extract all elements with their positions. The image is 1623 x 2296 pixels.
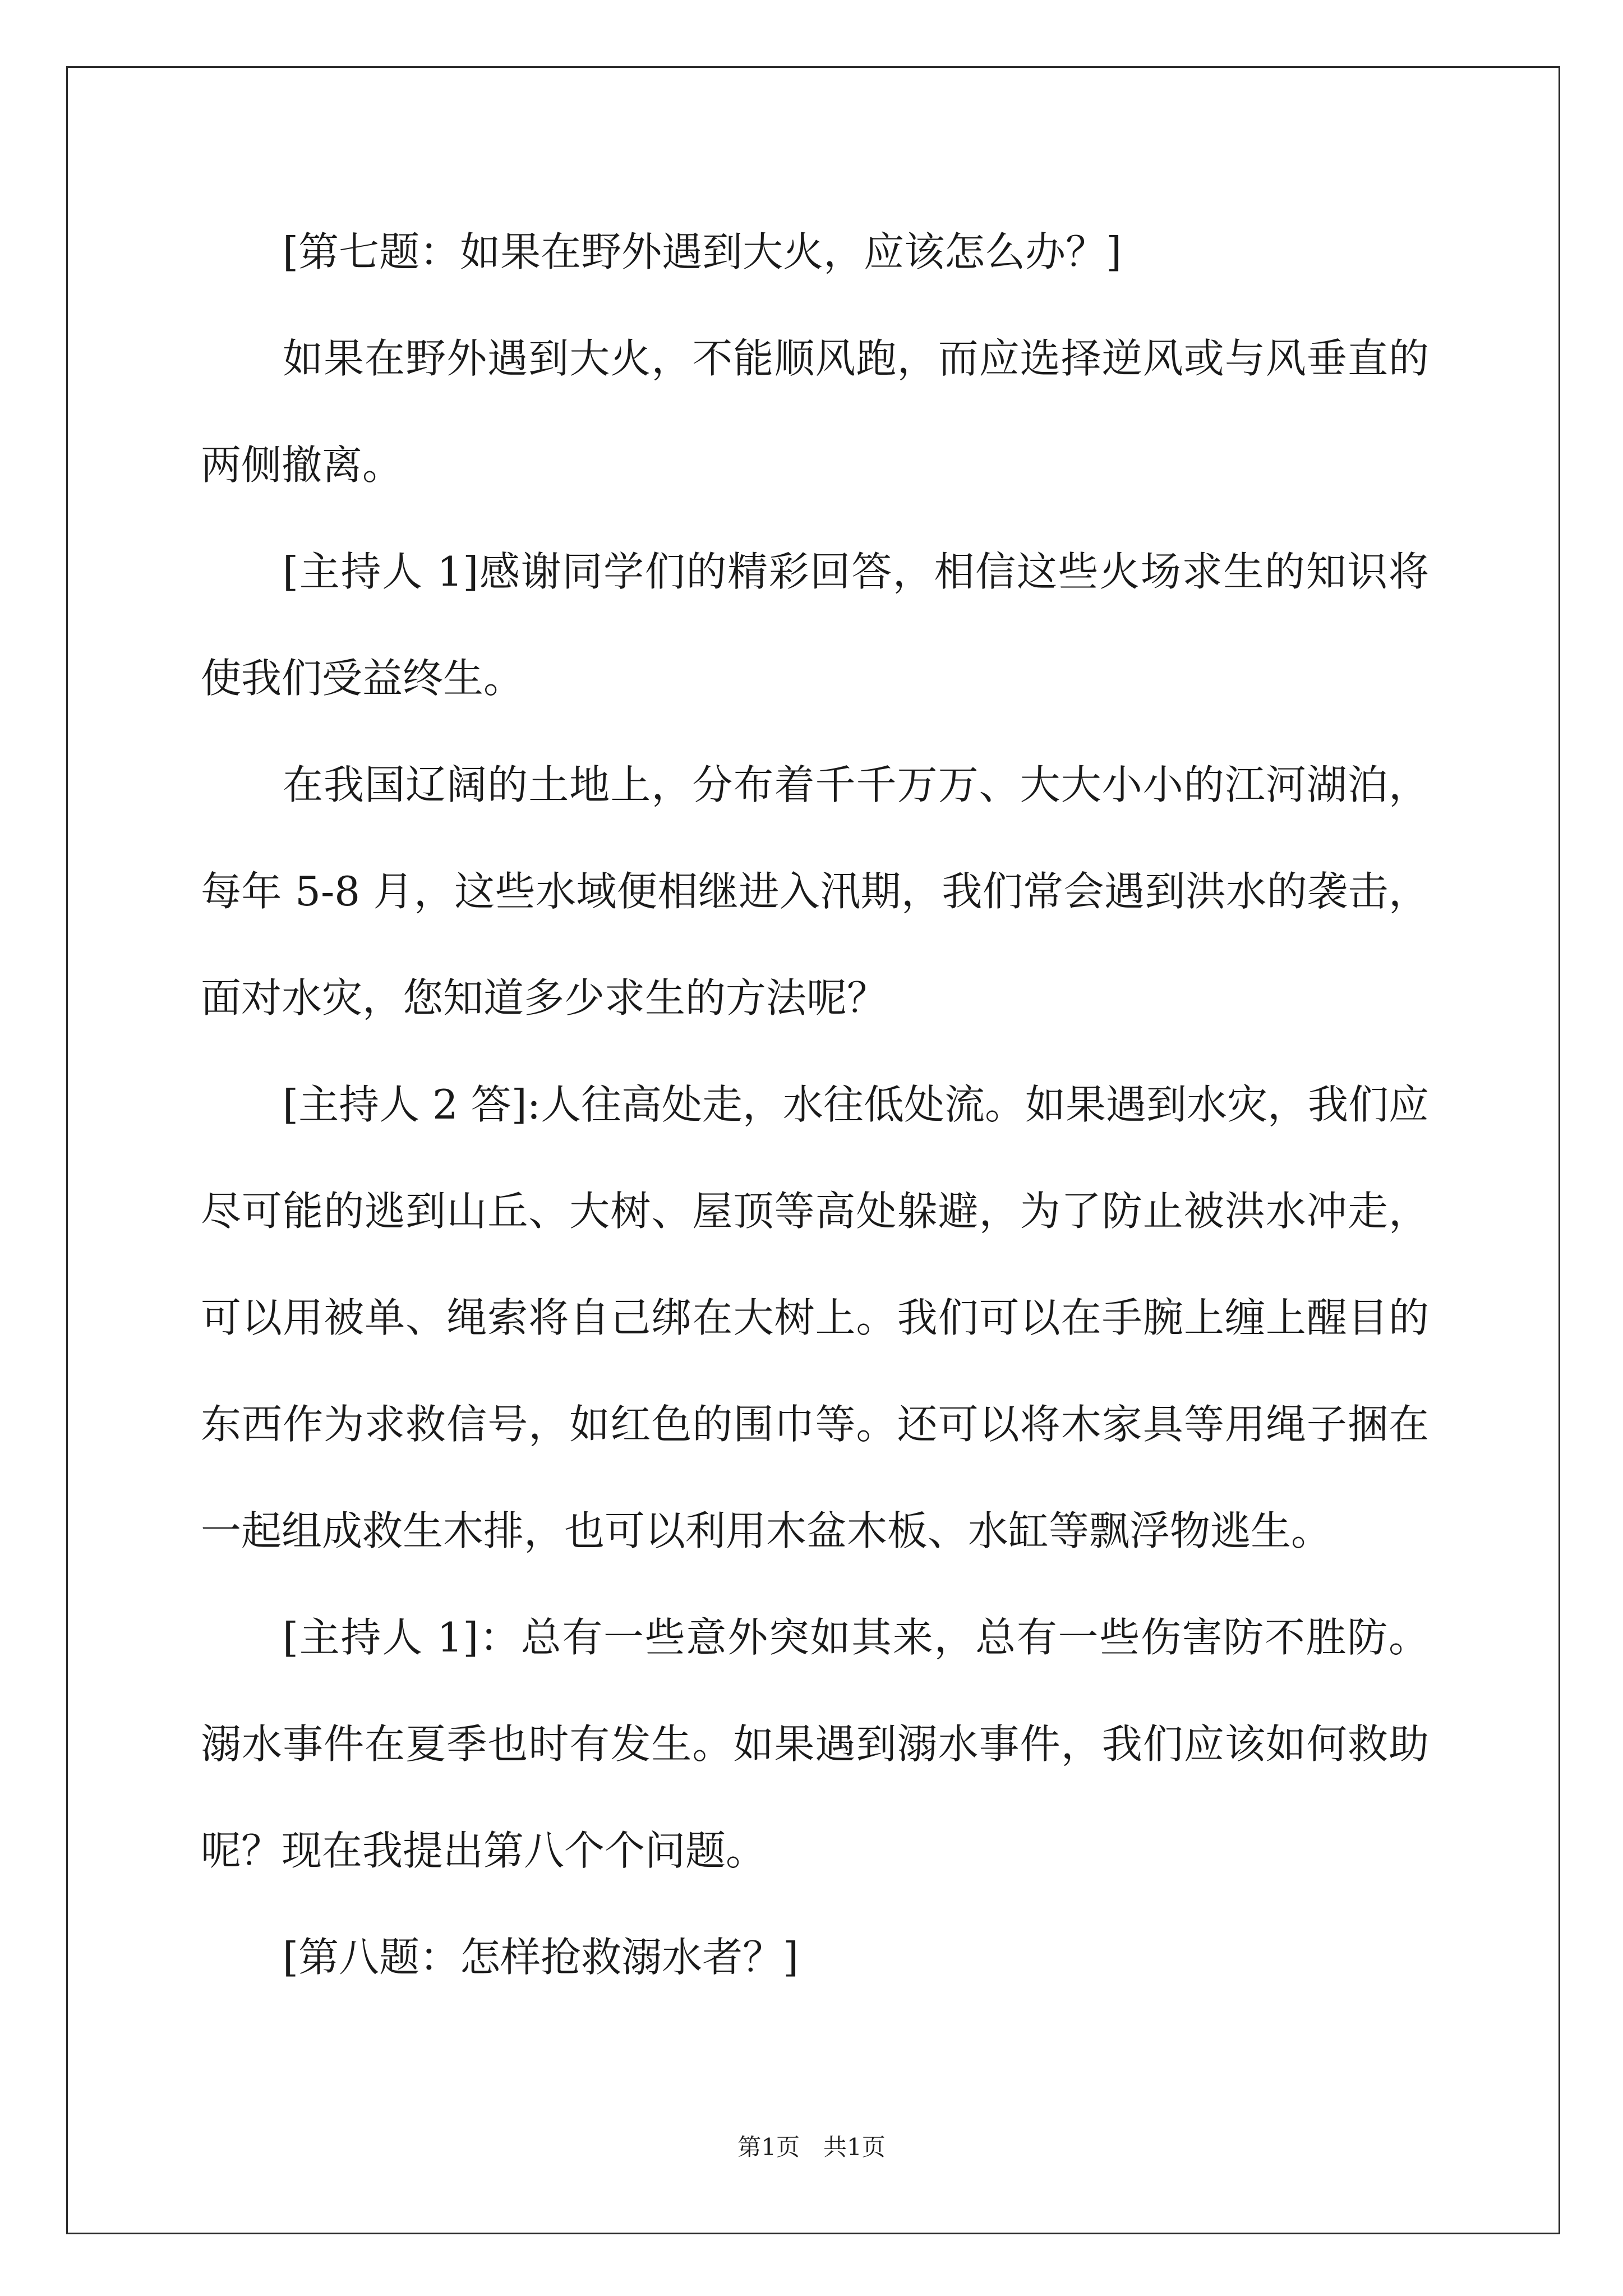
paragraph-line: 东西作为求救信号，如红色的围巾等。还可以将木家具等用绳子捆在 bbox=[201, 1401, 1429, 1448]
paragraph-answer-7 bbox=[201, 305, 1429, 518]
paragraph-line: [主持人 2 答]:人往高处走，水往低处流。如果遇到水灾，我们应 bbox=[283, 1081, 1430, 1128]
paragraph-line: 两侧撤离。 bbox=[201, 441, 403, 489]
paragraph-line: 如果在野外遇到大火，不能顺风跑，而应选择逆风或与风垂直的 bbox=[283, 335, 1429, 382]
paragraph-line: [第八题：怎样抢救溺水者？] bbox=[283, 1934, 799, 1981]
paragraph-line: 一起组成救生木排，也可以利用木盆木板、水缸等飘浮物逃生。 bbox=[201, 1507, 1332, 1554]
paragraph-line: [主持人 1]感谢同学们的精彩回答，相信这些火场求生的知识将 bbox=[283, 548, 1429, 595]
paragraph-line: 可以用被单、绳索将自己绑在大树上。我们可以在手腕上缠上醒目的 bbox=[201, 1294, 1429, 1341]
paragraph-line: 在我国辽阔的土地上，分布着千千万万、大大小小的江河湖泊， bbox=[283, 761, 1429, 808]
paragraph-line: 面对水灾，您知道多少求生的方法呢？ bbox=[201, 974, 888, 1022]
paragraph-host-1-drowning bbox=[201, 1584, 1429, 1904]
paragraph-line: 溺水事件在夏季也时有发生。如果遇到溺水事件，我们应该如何救助 bbox=[201, 1720, 1429, 1768]
paragraph-host-2-answer bbox=[201, 1051, 1429, 1584]
paragraph-line: 每年 5-8 月，这些水域便相继进入汛期，我们常会遇到洪水的袭击， bbox=[201, 868, 1429, 915]
paragraph-question-8 bbox=[201, 1904, 1429, 2010]
paragraph-line: [第七题：如果在野外遇到大火，应该怎么办？] bbox=[283, 228, 1122, 275]
document-body bbox=[201, 199, 1429, 2010]
paragraph-line: 呢？现在我提出第八个个问题。 bbox=[201, 1827, 767, 1874]
page-footer: 第1页 共1页 bbox=[737, 2133, 886, 2161]
paragraph-line: 尽可能的逃到山丘、大树、屋顶等高处躲避，为了防止被洪水冲走， bbox=[201, 1188, 1429, 1235]
paragraph-host-1-thanks bbox=[201, 518, 1429, 731]
paragraph-line: [主持人 1]：总有一些意外突如其来，总有一些伤害防不胜防。 bbox=[283, 1614, 1429, 1661]
paragraph-flood-intro bbox=[201, 731, 1429, 1051]
paragraph-question-7 bbox=[201, 199, 1429, 305]
paragraph-line: 使我们受益终生。 bbox=[201, 655, 524, 702]
